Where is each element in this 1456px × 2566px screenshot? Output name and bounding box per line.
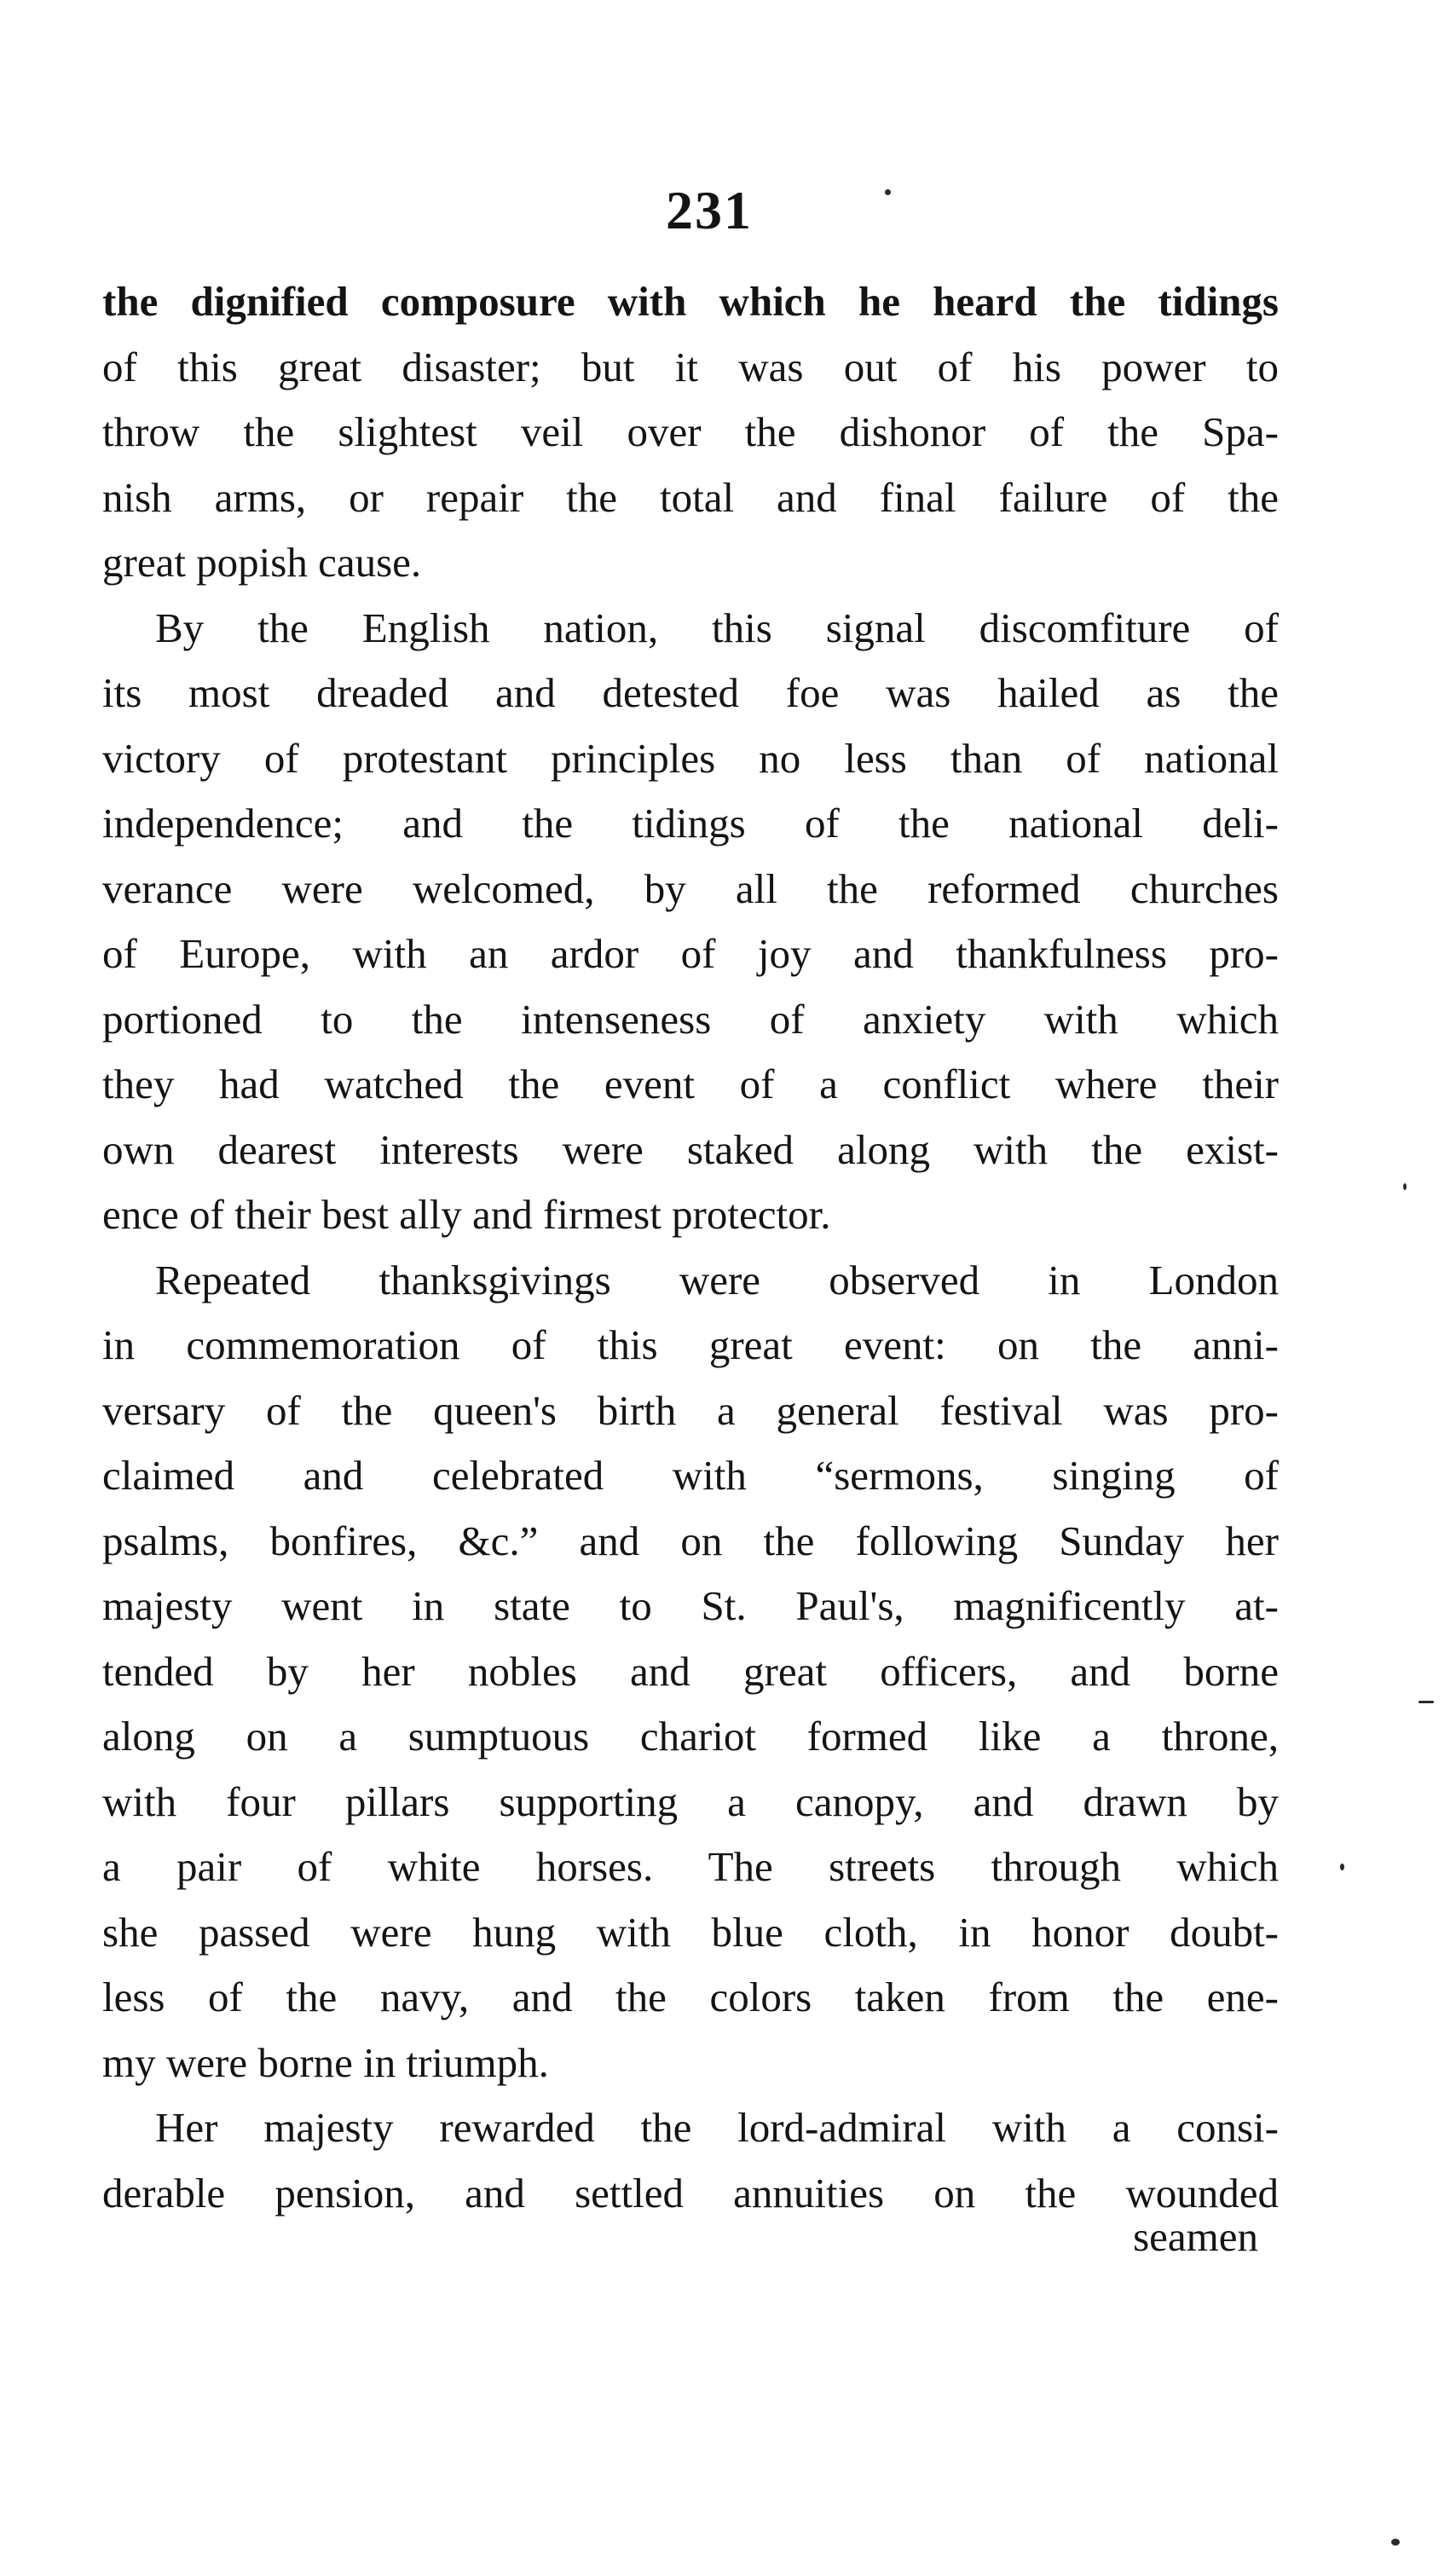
catchword: seamen (1133, 2213, 1258, 2260)
print-speck (1403, 1183, 1407, 1190)
text-line: own dearest interests were staked along with the exist- (102, 1125, 1279, 1173)
text-line: of this great disaster; but it was out of his power to (102, 343, 1279, 390)
text-line: tended by her nobles and great officers, and borne (102, 1647, 1279, 1695)
text-line: claimed and celebrated with “sermons, singing of (102, 1452, 1279, 1499)
text-line: my were borne in triumph. (102, 2038, 549, 2086)
paragraph-4 (102, 2095, 1279, 2226)
text-line: of Europe, with an ardor of joy and thankfulness pro- (102, 930, 1279, 977)
body-text (102, 269, 1279, 2226)
text-line: portioned to the intenseness of anxiety with which (102, 995, 1279, 1043)
text-line: the dignified composure with which he heard the tidings (102, 278, 1279, 325)
text-line: ence of their best ally and firmest protector. (102, 1191, 831, 1238)
text-line: versary of the queen's birth a general festival was pro- (102, 1386, 1279, 1434)
text-line: By the English nation, this signal discomfiture of (155, 604, 1279, 651)
text-line: she passed were hung with blue cloth, in honor doubt- (102, 1908, 1279, 1956)
text-line: along on a sumptuous chariot formed like a throne, (102, 1713, 1279, 1760)
text-line: in commemoration of this great event: on the anni- (102, 1321, 1279, 1368)
print-speck (885, 189, 891, 195)
text-line: verance were welcomed, by all the reformed churches (102, 864, 1279, 912)
text-line: majesty went in state to St. Paul's, magnificently at- (102, 1582, 1279, 1629)
text-line: Repeated thanksgivings were observed in London (155, 1256, 1279, 1303)
text-line: they had watched the event of a conflict where their (102, 1060, 1279, 1107)
paragraph-3 (102, 1248, 1279, 2096)
text-line: great popish cause. (102, 539, 422, 586)
print-speck (1391, 2539, 1400, 2546)
text-line: throw the slightest veil over the dishonor of the Spa- (102, 408, 1279, 455)
text-line: Her majesty rewarded the lord-admiral with a consi- (155, 2104, 1279, 2151)
text-line: its most dreaded and detested foe was hailed as the (102, 669, 1279, 716)
text-line: derable pension, and settled annuities on the wounded (102, 2169, 1279, 2216)
paragraph-2 (102, 596, 1279, 1248)
text-line: less of the navy, and the colors taken from the ene- (102, 1974, 1279, 2020)
page-number: 231 (666, 180, 753, 240)
text-line: psalms, bonfires, &c.” and on the following Sunday her (102, 1517, 1279, 1564)
print-speck (1340, 1864, 1344, 1870)
text-line: a pair of white horses. The streets through which (102, 1843, 1279, 1890)
text-line: nish arms, or repair the total and final failure of the (102, 473, 1279, 521)
text-line: with four pillars supporting a canopy, and drawn by (102, 1777, 1279, 1825)
text-line: victory of protestant principles no less than of national (102, 734, 1279, 782)
paragraph-1 (102, 269, 1279, 596)
text-line: independence; and the tidings of the national deli- (102, 800, 1279, 847)
print-speck (1418, 1701, 1434, 1703)
